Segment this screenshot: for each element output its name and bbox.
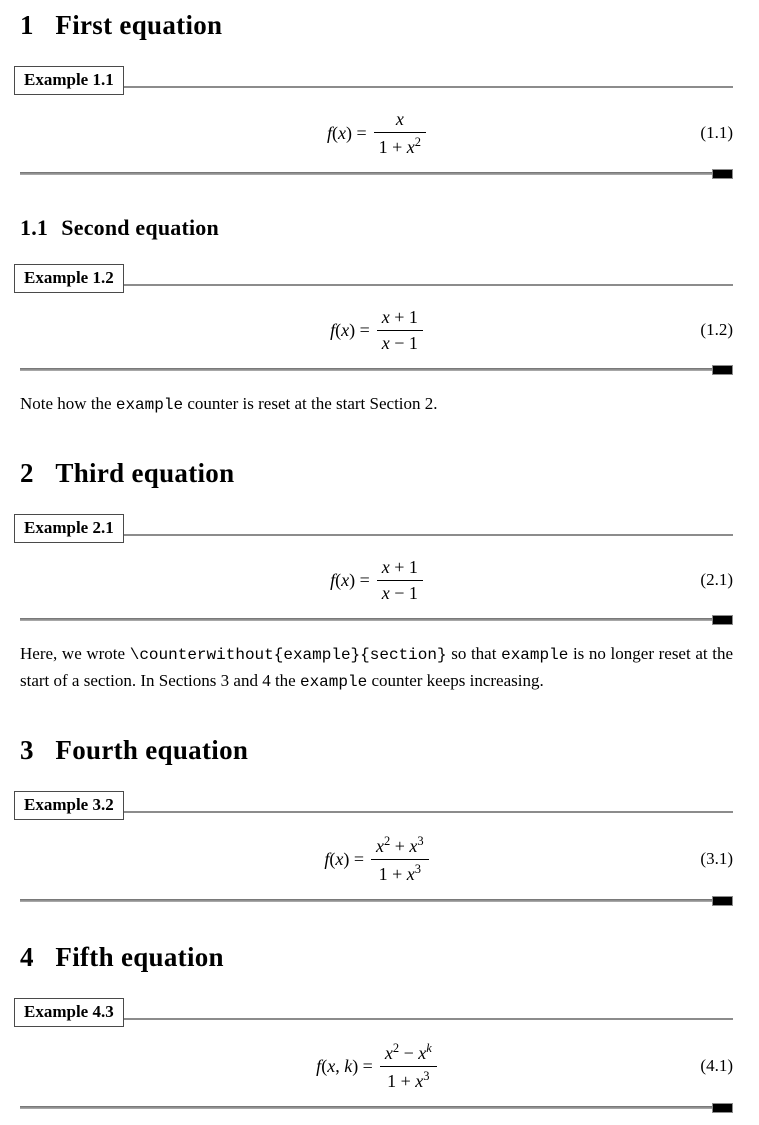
fraction-numerator: x bbox=[374, 109, 426, 133]
example-label-box bbox=[14, 264, 124, 293]
example-top-rule bbox=[124, 86, 733, 88]
equation bbox=[324, 834, 428, 885]
example-top-rule bbox=[124, 284, 733, 286]
example-block bbox=[20, 264, 733, 371]
example-header bbox=[20, 514, 733, 543]
subsection-title: Second equation bbox=[61, 215, 219, 240]
example-bottom-rule bbox=[20, 899, 733, 902]
fraction bbox=[380, 1041, 437, 1092]
example-end-marker bbox=[712, 365, 733, 375]
section-title: Third equation bbox=[55, 458, 235, 488]
example-label: Example 2.1 bbox=[24, 518, 114, 537]
equation bbox=[330, 557, 423, 604]
example-label: Example 4.3 bbox=[24, 1002, 114, 1021]
section-number: 4 bbox=[20, 942, 34, 972]
equation-number: (4.1) bbox=[700, 1055, 733, 1075]
equation-row bbox=[20, 293, 733, 366]
fraction-denominator: $1 + x^3$ bbox=[378, 862, 422, 884]
example-label: Example 1.1 bbox=[24, 70, 114, 89]
equation-lhs: f(x) = bbox=[330, 570, 370, 590]
equation-number: (3.1) bbox=[700, 848, 733, 868]
section-number: 1 bbox=[20, 10, 34, 40]
example-header bbox=[20, 998, 733, 1027]
example-block bbox=[20, 514, 733, 621]
fraction-numerator: x + 1 bbox=[377, 557, 423, 581]
subsection-number: 1.1 bbox=[20, 215, 49, 240]
example-label: Example 3.2 bbox=[24, 795, 114, 814]
example-label-box bbox=[14, 791, 124, 820]
example-bottom-rule bbox=[20, 172, 733, 175]
section-title: First equation bbox=[55, 10, 223, 40]
fraction-denominator: x − 1 bbox=[381, 583, 418, 603]
example-label-box bbox=[14, 514, 124, 543]
equation-number: (2.1) bbox=[700, 569, 733, 589]
equation bbox=[330, 307, 423, 354]
example-block bbox=[20, 791, 733, 902]
fraction bbox=[377, 557, 423, 604]
example-label-box bbox=[14, 66, 124, 95]
example-top-rule bbox=[124, 534, 733, 536]
section-title: Fourth equation bbox=[55, 735, 249, 765]
example-end-marker bbox=[712, 615, 733, 625]
example-label-box bbox=[14, 998, 124, 1027]
paragraph-note: Note how the example counter is reset at the start Section 2. bbox=[20, 394, 438, 414]
fraction bbox=[377, 307, 423, 354]
fraction bbox=[371, 834, 429, 885]
example-end-marker bbox=[712, 169, 733, 179]
fraction-numerator: x + 1 bbox=[377, 307, 423, 331]
example-label: Example 1.2 bbox=[24, 268, 114, 287]
fraction-numerator: $x^2 - x^k$ bbox=[380, 1041, 437, 1067]
section-title: Fifth equation bbox=[55, 942, 224, 972]
equation-lhs: f(x, k) = bbox=[316, 1056, 373, 1076]
example-top-rule bbox=[124, 1018, 733, 1020]
example-end-marker bbox=[712, 1103, 733, 1113]
section-heading bbox=[20, 942, 733, 973]
example-bottom-rule bbox=[20, 618, 733, 621]
example-block bbox=[20, 998, 733, 1109]
fraction-denominator: $1 + x^2$ bbox=[378, 135, 422, 157]
example-bottom-rule bbox=[20, 1106, 733, 1109]
fraction-denominator: x − 1 bbox=[381, 333, 418, 353]
equation-lhs: f(x) = bbox=[324, 849, 364, 869]
fraction bbox=[374, 109, 426, 158]
example-bottom-rule bbox=[20, 368, 733, 371]
example-header bbox=[20, 66, 733, 95]
paragraph-counterwithout: Here, we wrote \counterwithout{example}{section} so that example is no longer reset at the start of a section. In Sections 3 and 4 the example counter keeps increasing. bbox=[20, 644, 734, 691]
equation bbox=[327, 109, 426, 158]
equation-number: (1.2) bbox=[700, 319, 733, 339]
subsection-heading bbox=[20, 215, 733, 241]
example-header bbox=[20, 264, 733, 293]
equation-row bbox=[20, 95, 733, 170]
section-heading bbox=[20, 10, 733, 41]
equation-row bbox=[20, 543, 733, 616]
section-heading bbox=[20, 735, 733, 766]
equation-row bbox=[20, 820, 733, 897]
equation-number: (1.1) bbox=[700, 122, 733, 142]
section-heading bbox=[20, 458, 733, 489]
equation bbox=[316, 1041, 437, 1092]
equation-row bbox=[20, 1027, 733, 1104]
section-number: 3 bbox=[20, 735, 34, 765]
example-block bbox=[20, 66, 733, 175]
section-number: 2 bbox=[20, 458, 34, 488]
example-top-rule bbox=[124, 811, 733, 813]
example-end-marker bbox=[712, 896, 733, 906]
equation-lhs: f(x) = bbox=[326, 123, 367, 143]
equation-lhs: f(x) = bbox=[330, 320, 370, 340]
fraction-denominator: $1 + x^3$ bbox=[387, 1069, 430, 1091]
fraction-numerator: $x^2 + x^3$ bbox=[371, 834, 429, 860]
example-header bbox=[20, 791, 733, 820]
